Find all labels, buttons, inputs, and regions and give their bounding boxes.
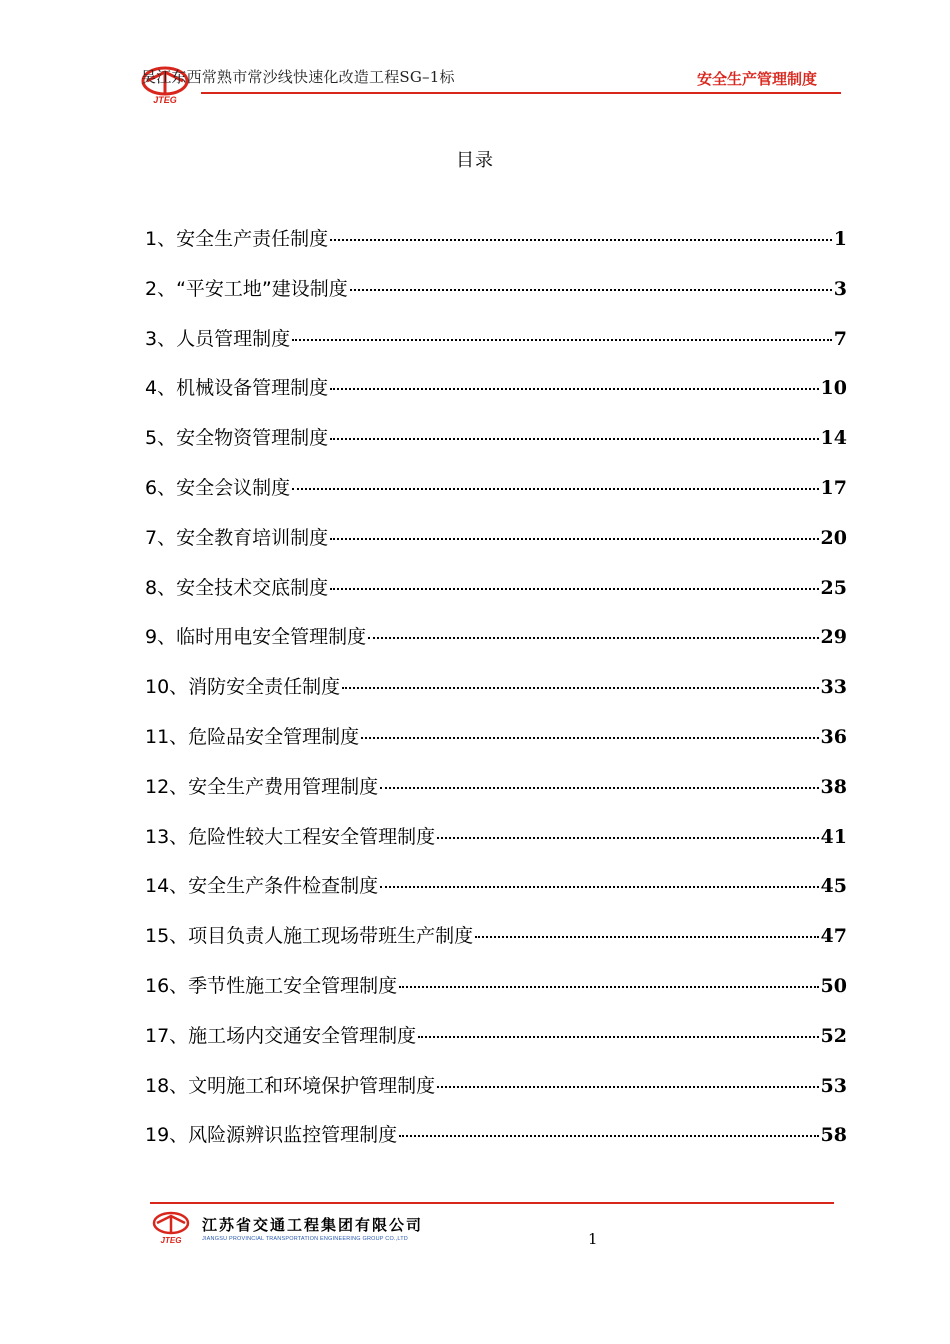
toc-entry-label: 7、安全教育培训制度 [145, 526, 329, 549]
toc-entry-page: 20 [820, 526, 847, 549]
toc-heading: 目录 [456, 150, 494, 171]
toc-entry[interactable] [145, 1120, 847, 1170]
dot-leader [330, 538, 818, 540]
toc-entry[interactable] [145, 1021, 847, 1071]
toc-entry-label: 9、临时用电安全管理制度 [145, 626, 367, 649]
company-name-english: JIANGSU PROVINCIAL TRANSPORTATION ENGINEERING GROUP CO.,LTD [202, 1236, 408, 1242]
toc-entry-page: 14 [820, 427, 847, 450]
toc-entry-label: 14、安全生产条件检查制度 [145, 875, 379, 898]
toc-entry-page: 1 [833, 228, 847, 250]
toc-entry-page: 17 [820, 476, 847, 499]
toc-entry[interactable] [145, 573, 847, 623]
dot-leader [330, 588, 818, 590]
dot-leader [330, 388, 818, 390]
toc-entry[interactable] [145, 672, 847, 722]
toc-entry-page: 25 [820, 576, 847, 599]
toc-entry-page: 33 [820, 676, 847, 699]
dot-leader [399, 1135, 818, 1137]
toc-entry-label: 17、施工场内交通安全管理制度 [145, 1024, 417, 1047]
toc-entry-label: 15、项目负责人施工现场带班生产制度 [145, 925, 474, 948]
toc-entry-page: 47 [820, 925, 847, 948]
toc-entry[interactable] [145, 523, 847, 573]
toc-entry[interactable] [145, 722, 847, 772]
toc-entry-page: 45 [820, 875, 847, 898]
dot-leader [292, 488, 818, 490]
toc-entry-label: 4、机械设备管理制度 [145, 377, 329, 400]
dot-leader [292, 339, 832, 341]
toc-entry-page: 38 [820, 775, 847, 798]
dot-leader [350, 289, 832, 291]
company-name: 江苏省交通工程集团有限公司 [202, 1216, 424, 1234]
dot-leader [330, 438, 818, 440]
page-number: 1 [588, 1230, 598, 1248]
toc-entry-page: 3 [833, 277, 847, 300]
dot-leader [380, 886, 818, 888]
toc-entry-page: 50 [820, 974, 847, 997]
section-title: 安全生产管理制度 [696, 70, 817, 88]
project-title: 吴江东西常熟市常沙线快速化改造工程SG–1标 [141, 68, 455, 86]
toc-entry-page: 29 [820, 626, 847, 649]
toc-entry-label: 12、安全生产费用管理制度 [145, 775, 379, 798]
toc-entry-label: 2、“平安工地”建设制度 [145, 277, 348, 300]
footer-divider [150, 1202, 834, 1204]
header-divider [201, 92, 841, 94]
toc-entry-page: 52 [820, 1024, 847, 1047]
toc-entry-page: 58 [820, 1124, 847, 1147]
toc-entry-label: 19、风险源辨识监控管理制度 [145, 1124, 398, 1147]
toc-entry-label: 11、危险品安全管理制度 [145, 725, 360, 748]
toc-entry-label: 13、危险性较大工程安全管理制度 [145, 825, 436, 848]
toc-entry[interactable] [145, 324, 847, 374]
page-header [131, 60, 845, 106]
dot-leader [437, 1086, 818, 1088]
dot-leader [475, 936, 818, 938]
toc-entry[interactable] [145, 822, 847, 872]
toc-entry-label: 3、人员管理制度 [145, 327, 291, 350]
toc-entry-page: 10 [820, 377, 847, 400]
table-of-contents [145, 224, 847, 1170]
toc-entry-label: 8、安全技术交底制度 [145, 576, 329, 599]
toc-entry-label: 18、文明施工和环境保护管理制度 [145, 1074, 436, 1097]
toc-entry[interactable] [145, 224, 847, 274]
toc-entry-label: 6、安全会议制度 [145, 476, 291, 499]
dot-leader [380, 787, 818, 789]
toc-entry-label: 10、消防安全责任制度 [145, 676, 341, 699]
dot-leader [330, 239, 832, 241]
toc-entry[interactable] [145, 871, 847, 921]
toc-entry[interactable] [145, 1071, 847, 1121]
toc-entry[interactable] [145, 622, 847, 672]
toc-entry-page: 41 [820, 825, 847, 848]
dot-leader [418, 1036, 818, 1038]
toc-entry-page: 53 [820, 1074, 847, 1097]
dot-leader [368, 637, 818, 639]
toc-entry[interactable] [145, 772, 847, 822]
dot-leader [399, 986, 818, 988]
toc-entry-label: 16、季节性施工安全管理制度 [145, 974, 398, 997]
toc-entry[interactable] [145, 971, 847, 1021]
toc-entry[interactable] [145, 921, 847, 971]
toc-entry-label: 1、安全生产责任制度 [145, 228, 329, 250]
dot-leader [437, 837, 818, 839]
svg-text:JTEG: JTEG [153, 95, 177, 104]
toc-entry[interactable] [145, 423, 847, 473]
dot-leader [361, 737, 818, 739]
toc-entry[interactable] [145, 373, 847, 423]
toc-entry[interactable] [145, 274, 847, 324]
toc-entry-label: 5、安全物资管理制度 [145, 427, 329, 450]
toc-entry-page: 36 [820, 725, 847, 748]
jteg-footer-logo-icon [150, 1210, 192, 1244]
dot-leader [342, 687, 818, 689]
svg-text:JTEG: JTEG [160, 1236, 182, 1244]
toc-entry-page: 7 [833, 327, 847, 350]
toc-entry[interactable] [145, 473, 847, 523]
